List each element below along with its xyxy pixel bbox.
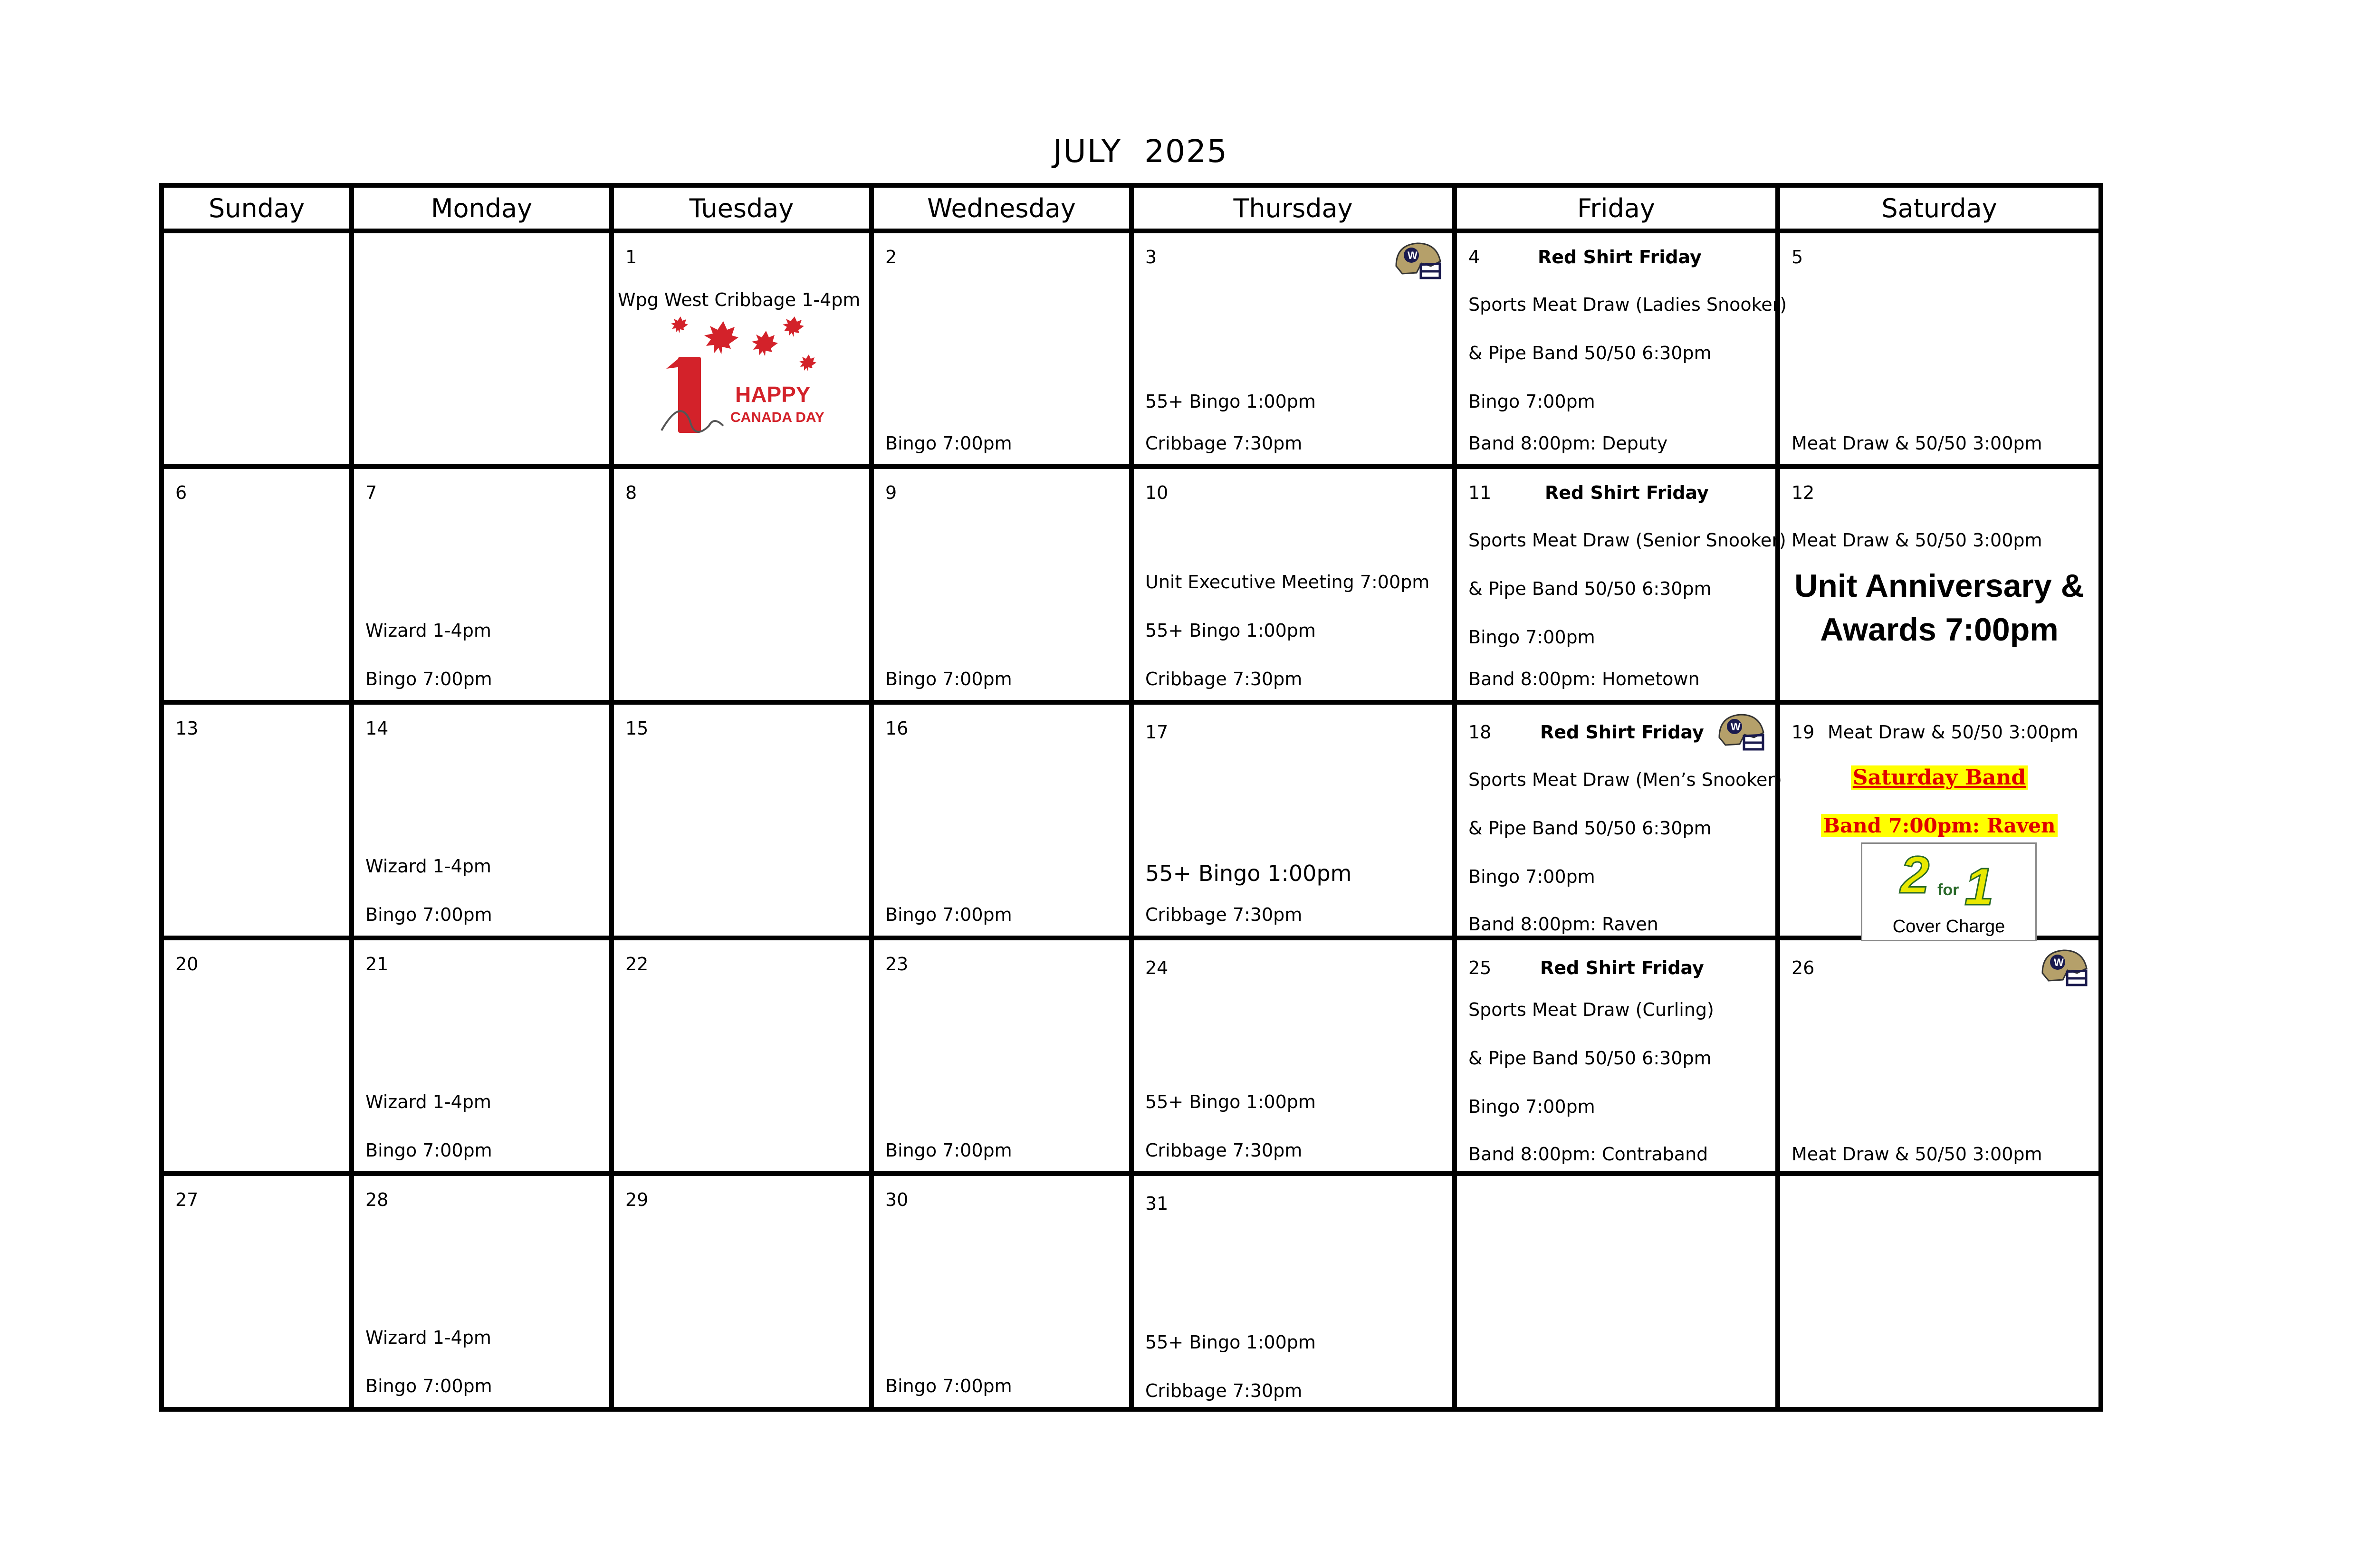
day-number: 17 [1145,722,1169,743]
week-row [162,231,2101,467]
svg-text:W: W [1408,249,1418,261]
event-text: Wizard 1-4pm [365,620,491,641]
calendar-grid [159,183,2103,1412]
day-number: 4 [1468,247,1480,268]
day-number: 27 [175,1189,199,1210]
two-for-one-graphic [1896,848,2005,909]
week-row [162,702,2101,938]
red-shirt-friday-heading: Red Shirt Friday [1540,722,1704,743]
day-cell-1[interactable] [612,231,872,467]
event-text: Sports Meat Draw (Men’s Snooker) [1468,769,1782,790]
event-text: Bingo 7:00pm [885,433,1012,454]
day-number: 25 [1468,957,1492,978]
day-cell-12[interactable] [1778,467,2101,702]
day-number: 16 [885,718,909,739]
day-number: 8 [625,482,637,503]
event-text: Bingo 7:00pm [885,1140,1012,1161]
event-text: Meat Draw & 50/50 3:00pm [1792,433,2042,454]
event-text: Band 8:00pm: Raven [1468,914,1658,935]
event-text: Bingo 7:00pm [365,1140,492,1161]
day-cell-8[interactable] [612,467,872,702]
day-cell-14[interactable] [352,702,612,938]
red-shirt-friday-heading: Red Shirt Friday [1545,482,1709,503]
week-row [162,938,2101,1174]
day-number: 31 [1145,1193,1169,1214]
canada-day-graphic [652,312,837,459]
event-text: Bingo 7:00pm [1468,627,1595,648]
day-number: 9 [885,482,897,503]
day-number: 24 [1145,957,1169,978]
event-text: Wpg West Cribbage 1-4pm [618,289,861,310]
day-number: 21 [365,954,389,975]
event-text: Unit Executive Meeting 7:00pm [1145,572,1430,593]
weekday-tuesday: Tuesday [612,185,872,231]
day-cell-26[interactable] [1778,938,2101,1174]
event-text: Cribbage 7:30pm [1145,433,1303,454]
empty-day-cell [1778,1174,2101,1409]
weekday-header-row [162,185,2101,231]
event-text: Wizard 1-4pm [365,856,491,877]
empty-day-cell [162,231,352,467]
day-number: 11 [1468,482,1492,503]
day-cell-4[interactable] [1455,231,1787,467]
event-text: & Pipe Band 50/50 6:30pm [1468,578,1712,599]
event-text: Cribbage 7:30pm [1145,1380,1303,1401]
event-text: 55+ Bingo 1:00pm [1145,1091,1316,1112]
weekday-friday: Friday [1455,185,1778,231]
saturday-band-line: Band 7:00pm: Raven [1780,814,2098,837]
svg-text:W: W [2054,956,2064,968]
day-number: 14 [365,718,389,739]
event-text: Band 8:00pm: Hometown [1468,669,1700,689]
day-number: 28 [365,1189,389,1210]
day-cell-29[interactable] [612,1174,872,1409]
event-text: Bingo 7:00pm [1468,391,1595,412]
day-number: 15 [625,718,649,739]
day-cell-7[interactable] [352,467,612,702]
day-cell-28[interactable] [352,1174,612,1409]
weekday-sunday: Sunday [162,185,352,231]
highlight-line: Awards 7:00pm [1820,612,2059,648]
day-number: 13 [175,718,199,739]
two-for-one-promo [1861,842,2037,941]
football-helmet-icon [1715,711,1767,754]
day-cell-30[interactable] [872,1174,1131,1409]
event-text: Sports Meat Draw (Ladies Snooker) [1468,294,1787,315]
day-cell-16[interactable] [872,702,1131,938]
saturday-band-title: Saturday Band [1780,765,2098,790]
event-text: Bingo 7:00pm [365,669,492,689]
football-helmet-icon [1391,240,1444,283]
event-text: & Pipe Band 50/50 6:30pm [1468,818,1712,839]
svg-text:1: 1 [1964,858,1994,909]
cover-charge-label: Cover Charge [1892,917,2005,937]
day-number: 26 [1792,957,1815,978]
event-text: Wizard 1-4pm [365,1091,491,1112]
day-cell-18[interactable] [1455,702,1782,938]
day-cell-31[interactable] [1131,1174,1455,1409]
weekday-monday: Monday [352,185,612,231]
football-helmet-icon [2038,947,2090,990]
event-text: Meat Draw & 50/50 3:00pm [1792,1144,2042,1165]
day-number: 2 [885,247,897,268]
day-cell-21[interactable] [352,938,612,1174]
red-shirt-friday-heading: Red Shirt Friday [1538,247,1702,268]
day-cell-2[interactable] [872,231,1131,467]
day-cell-20[interactable] [162,938,352,1174]
day-number: 18 [1468,722,1492,743]
day-cell-11[interactable] [1455,467,1786,702]
day-number: 5 [1792,247,1803,268]
day-number: 20 [175,954,199,975]
day-cell-15[interactable] [612,702,872,938]
day-number: 23 [885,954,909,975]
weekday-wednesday: Wednesday [872,185,1131,231]
event-text: Bingo 7:00pm [885,1376,1012,1396]
day-cell-19[interactable] [1778,702,2101,938]
day-cell-22[interactable] [612,938,872,1174]
svg-text:W: W [1731,721,1741,733]
event-text: Bingo 7:00pm [885,904,1012,925]
svg-text:2: 2 [1900,848,1930,904]
day-number: 30 [885,1189,909,1210]
event-text: Cribbage 7:30pm [1145,904,1303,925]
day-cell-23[interactable] [872,938,1131,1174]
event-text: Bingo 7:00pm [885,669,1012,689]
day-number: 10 [1145,482,1169,503]
day-number: 22 [625,954,649,975]
event-text: Bingo 7:00pm [365,904,492,925]
day-number: 29 [625,1189,649,1210]
svg-text:for: for [1937,881,1959,899]
day-cell-5[interactable] [1778,231,2101,467]
day-cell-17[interactable] [1131,702,1455,938]
month-label: JULY [1053,133,1122,170]
event-text: Cribbage 7:30pm [1145,1140,1303,1161]
red-shirt-friday-heading: Red Shirt Friday [1540,957,1704,978]
weekday-saturday: Saturday [1778,185,2101,231]
event-text: 55+ Bingo 1:00pm [1145,860,1352,886]
event-text: & Pipe Band 50/50 6:30pm [1468,1048,1712,1069]
canada-day-happy-text: HAPPY [735,382,811,407]
event-text: & Pipe Band 50/50 6:30pm [1468,343,1712,363]
event-text: 55+ Bingo 1:00pm [1145,620,1316,641]
highlight-line: Unit Anniversary & [1794,568,2084,604]
day-number: 7 [365,482,377,503]
empty-day-cell [352,231,612,467]
day-cell-27[interactable] [162,1174,352,1409]
event-text: Meat Draw & 50/50 3:00pm [1828,722,2079,743]
event-text: 55+ Bingo 1:00pm [1145,391,1316,412]
weekday-thursday: Thursday [1131,185,1455,231]
event-text: 55+ Bingo 1:00pm [1145,1332,1316,1353]
day-cell-3[interactable] [1131,231,1455,467]
event-text: Bingo 7:00pm [1468,866,1595,887]
event-text: Sports Meat Draw (Senior Snooker) [1468,530,1786,551]
day-cell-9[interactable] [872,467,1131,702]
event-text: Sports Meat Draw (Curling) [1468,999,1714,1020]
day-cell-24[interactable] [1131,938,1455,1174]
event-text: Cribbage 7:30pm [1145,669,1303,689]
event-text: Bingo 7:00pm [365,1376,492,1396]
day-number: 12 [1792,482,1815,503]
unit-anniversary-highlight [1780,564,2098,651]
day-cell-10[interactable] [1131,467,1455,702]
week-row [162,1174,2101,1409]
event-text: Band 8:00pm: Contraband [1468,1144,1708,1165]
event-text: Band 8:00pm: Deputy [1468,433,1668,454]
event-text: Wizard 1-4pm [365,1327,491,1348]
year-label: 2025 [1144,133,1228,170]
event-text: Bingo 7:00pm [1468,1096,1595,1117]
day-number: 19 [1792,722,1815,743]
day-cell-25[interactable] [1455,938,1778,1174]
week-row [162,467,2101,702]
day-number: 6 [175,482,187,503]
calendar-title [998,133,1283,170]
day-number: 1 [625,247,637,268]
event-text: Meat Draw & 50/50 3:00pm [1792,530,2042,551]
day-cell-6[interactable] [162,467,352,702]
canada-day-subtitle-text: CANADA DAY [730,410,824,425]
day-number: 3 [1145,247,1157,268]
day-cell-13[interactable] [162,702,352,938]
empty-day-cell [1455,1174,1778,1409]
